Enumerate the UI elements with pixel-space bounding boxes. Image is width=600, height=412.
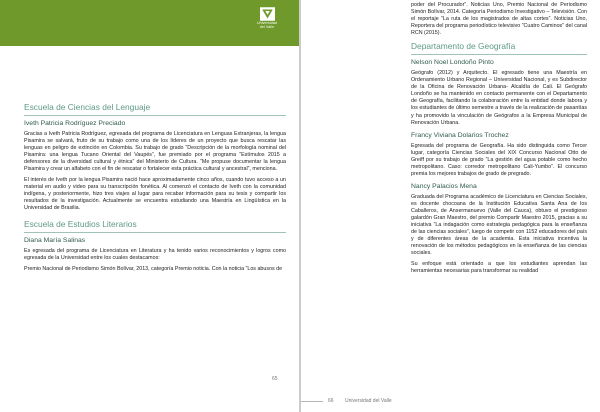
paragraph-diana-continued: poder del Procurador”. Noticias Uno, Premio Nacional de Periodismo Simón Bolívar, 2014. Categoría Periodismo Investigativo – Televisión. Con el reportaje “La ruta de los magistrados de altas cortes”. Noticias Uno, Reportera del programa periodístico televisivo “Cuatro Caminos” del canal RCN (2015). xyxy=(411,2,587,37)
footer-label: Universidad del Valle xyxy=(345,398,392,404)
logo-text-2: del Valle xyxy=(259,25,275,29)
person-name-iveth: Iveth Patricia Rodríguez Preciado xyxy=(24,120,126,127)
person-name-francy: Francy Viviana Dolarios Trochez xyxy=(411,131,509,139)
person-name-nelson: Nelson Noel Londoño Pinto xyxy=(411,59,494,67)
section-title-geografia: Departamento de Geografía xyxy=(411,41,587,55)
paragraph-francy: Egresada del programa de Geografía. Ha sido distinguida como Tercer lugar, categoría Ciencias Sociales del XIX Concurso Nacional Otto de Greiff por su trabajo de grado “La gestión del agua potable como hecho metropolitano. Caso: corredor metropolitano Cali-Yumbo”. El concurso premia los mejores trabajos de grado de pregrado. xyxy=(411,142,587,177)
right-page xyxy=(301,0,600,412)
university-logo xyxy=(252,7,282,29)
paragraph-nelson: Geógrafo (2012) y Arquitecto. El egresado tiene una Maestría en Ordenamiento Urbano Regional – Universidad Nacional, y es Subdirector de la Oficina de Renovación Urbana- Alcaldía de Cali. El Geógrafo Londoño se ha mantenido en contacto permanente con el Departamento de Geografía, facilitando la colaboración entre la entidad donde labora y los estudiantes de último semestre a través de la realización de pasantías y ha promovido la vinculación de Geógrafos a la Empresa Municipal de Renovación Urbana. xyxy=(411,70,587,126)
section-title-literarios: Escuela de Estudios Literarios xyxy=(24,219,286,233)
paragraph-diana-1: Es egresada del programa de Licenciatura en Literatura y ha tenido varios reconocimientos y logros como egresada de la Universidad entre los cuales destacamos: xyxy=(24,247,286,261)
paragraph-nancy-2: Su enfoque está orientado a que los estudiantes aprendan las herramientas necesarias para transformar su realidad xyxy=(411,261,587,275)
university-shield-icon xyxy=(260,7,275,21)
left-body xyxy=(24,102,286,277)
paragraph-iveth-2: El interés de Iveth por la lengua Pisamira nació hace aproximadamente cinco años, cuando tuvo acceso a un material en audio y video para su transcripción fonética. Al comenzó el contacto de Iveth con la comunidad indígena, y posteriormente, hizo tres viajes al lugar para recabar información para su tesis y compartir los resultados de la investigación. Actualmente se encuentra estudiando una Maestría en Lingüística en la Universidad de Brasilia. xyxy=(24,177,286,212)
paragraph-iveth-1: Gracias a Iveth Patricia Rodríguez, egresada del programa de Licenciatura en Lenguas Extranjeras, la lengua Pisamira se salvará, fruto de su trabajo como una de los líderes de un proyecto que busca rescatar las lenguas en peligro de extinción en Colombia. Su trabajo de grado “Descripción de la morfología nominal del Pisamira: una lengua Tucano Oriental del Vaupés”, fue premiado por el programa “Estímulos 2015 a defensores de la diversidad cultural y étnica” del Ministerio de Cultura. “Me propuse documentar la lengua Pisamira y crear un alfabeto con el fin de rescatar o fortalecer esta práctica cultural y ancestral”, menciona. xyxy=(24,131,286,173)
paragraph-diana-2: Premio Nacional de Periodismo Simón Bolívar, 2013, categoría Premio noticia. Con la noticia “Los abusos de xyxy=(24,265,283,272)
right-body xyxy=(411,2,587,279)
section-title-lenguaje: Escuela de Ciencias del Lenguaje xyxy=(24,102,286,116)
page-number-right: 66 xyxy=(328,398,334,404)
left-page xyxy=(0,0,299,412)
logo-text-1: Universidad xyxy=(256,21,278,25)
footer-rule xyxy=(301,401,323,402)
page-number-left: 65 xyxy=(272,376,278,382)
person-name-nancy: Nancy Palacios Mena xyxy=(411,182,477,190)
paragraph-nancy-1: Graduada del Programa académico de Licenciatura en Ciencias Sociales, es docente chocoana de la Institución Educativa Santa Ana de los Caballeros, de Ansermanuevo (Valle del Cauca), obtuvo el prestigioso galardón Gran Maestro, del premio Compartir Maestro 2015, gracias a su iniciativa “La indagación como estrategia pedagógica para la enseñanza de las ciencias sociales”, luego de competir con 1152 educadores del país y de diferentes áreas de la academia. Esta iniciativa incentiva la renovación de los métodos pedagógicos en la enseñanza de las ciencias sociales. xyxy=(411,193,587,257)
person-name-diana: Diana María Salinas xyxy=(24,236,86,244)
